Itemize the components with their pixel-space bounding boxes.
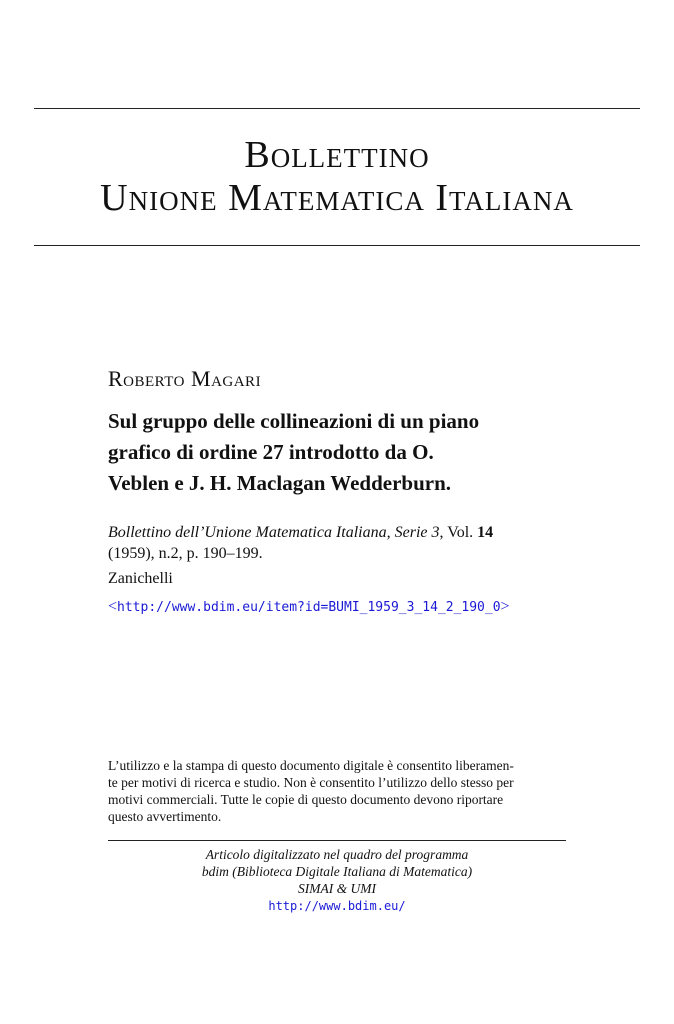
journal-title-line-1: Bollettino xyxy=(244,134,430,176)
link-close-bracket: > xyxy=(500,598,510,615)
citation-journal-series: Bollettino dell’Unione Matematica Italiana, Serie 3 xyxy=(108,524,440,541)
top-rule xyxy=(34,108,640,109)
article-title-line-3: Veblen e J. H. Maclagan Wedderburn. xyxy=(108,471,452,495)
bdim-home-link[interactable]: http://www.bdim.eu/ xyxy=(268,899,406,913)
notice-line-1: L’utilizzo e la stampa di questo documento digitale è consentito liberamen- xyxy=(108,758,514,773)
notice-line-2: te per motivi di ricerca e studio. Non è consentito l’utilizzo dello stesso per xyxy=(108,775,514,790)
article-link-line xyxy=(108,596,510,619)
article-title-line-1: Sul gruppo delle collineazioni di un piano xyxy=(108,409,480,433)
article-url-link[interactable]: http://www.bdim.eu/item?id=BUMI_1959_3_14_2_190_0 xyxy=(117,600,501,615)
footer-line-3: SIMAI & UMI xyxy=(298,881,376,896)
citation-publisher: Zanichelli xyxy=(108,570,173,587)
footer-link-line xyxy=(108,897,566,915)
link-open-bracket: < xyxy=(108,598,118,615)
notice-line-3: motivi commerciali. Tutte le copie di questo documento devono riportare xyxy=(108,792,504,807)
notice-line-4: questo avvertimento. xyxy=(108,809,222,824)
footer-line-2: bdim (Biblioteca Digitale Italiana di Matematica) xyxy=(201,864,473,879)
footer-line-1: Articolo digitalizzato nel quadro del programma xyxy=(205,847,469,862)
article-title-line-2: grafico di ordine 27 introdotto da O. xyxy=(108,440,434,464)
author-name: Roberto Magari xyxy=(108,366,262,391)
citation-line xyxy=(108,522,493,544)
citation-details: (1959), n.2, p. 190–199. xyxy=(108,545,263,562)
citation-vol-label: , Vol. xyxy=(439,524,478,541)
citation-volume: 14 xyxy=(477,524,494,541)
journal-title-line-2: Unione Matematica Italiana xyxy=(100,177,574,219)
header-bottom-rule xyxy=(34,245,640,246)
footer-rule xyxy=(108,840,566,841)
